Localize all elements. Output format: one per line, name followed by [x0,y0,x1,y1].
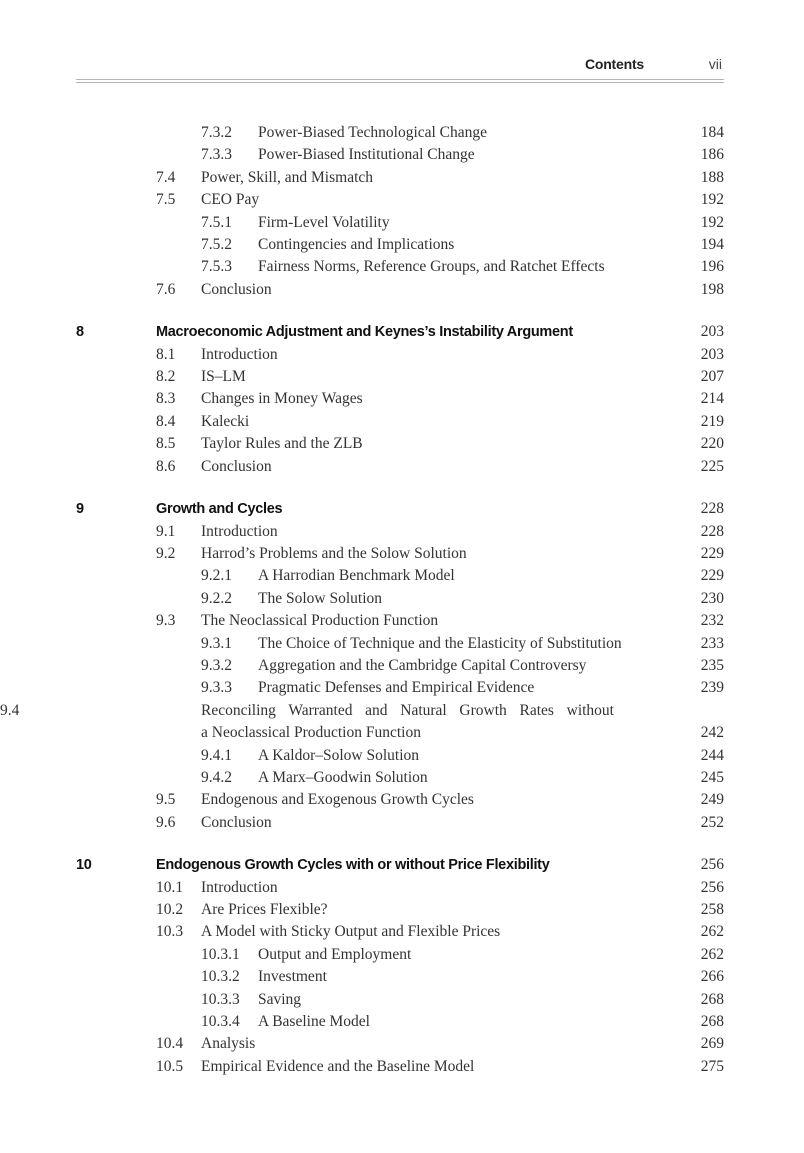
toc-entry-number: 9.3.2 [201,656,232,674]
toc-entry-title: Conclusion [201,813,272,831]
toc-entry-title: Empirical Evidence and the Baseline Model [201,1057,475,1075]
toc-entry-title: A Kaldor–Solow Solution [258,746,420,764]
toc-entry-page: 228 [700,522,724,540]
toc-entry-row [0,767,804,789]
toc-entry-number: 9.2 [156,545,176,563]
toc-entry-page: 235 [700,656,724,674]
toc-entry-page: 249 [700,791,724,809]
toc-entry-number: 9 [76,501,84,518]
toc-entry-row [0,144,804,166]
toc-entry-row [0,812,804,834]
toc-entry-page: 252 [700,813,724,831]
running-header-section: Contents [584,56,644,72]
toc-entry-page: 233 [700,634,724,652]
toc-entry-row [0,167,804,189]
toc-entry-row [0,966,804,988]
toc-entry-row [0,677,804,699]
toc-entry-page: 258 [700,901,724,919]
toc-entry-page: 196 [700,258,724,276]
toc-entry-row [0,543,804,565]
toc-entry-row [0,745,804,767]
toc-entry-row [0,789,804,811]
toc-entry-number: 9.4.2 [201,768,232,786]
toc-entry-page: 268 [700,1013,724,1031]
toc-entry-page: 256 [700,878,724,896]
toc-entry-number: 9.4.1 [201,746,232,764]
toc-entry-page: 242 [700,724,724,742]
toc-entry-page: 203 [700,345,724,363]
toc-entry-page: 262 [700,945,724,963]
toc-entry-title: Saving [258,990,302,1008]
toc-entry-number: 9.2.2 [201,589,232,607]
toc-entry-page: 262 [700,923,724,941]
toc-entry-title: Aggregation and the Cambridge Capital Controversy [258,656,587,674]
toc-entry-number: 10.3.3 [201,990,240,1008]
toc-entry-title: A Marx–Goodwin Solution [258,768,428,786]
toc-entry-number: 9.3.1 [201,634,232,652]
toc-gap [0,301,804,321]
toc-gap [0,834,804,854]
toc-chapter-row [0,498,804,520]
toc-entry-number: 9.2.1 [201,567,232,585]
toc-entry-title: The Neoclassical Production Function [201,612,439,630]
toc-entry-row [0,565,804,587]
toc-entry-number: 9.5 [156,791,176,809]
toc-entry-row [0,234,804,256]
toc-entry-page: 192 [700,213,724,231]
toc-entry-page: 192 [700,191,724,209]
toc-entry-page: 214 [700,390,724,408]
toc-entry-title: Introduction [201,522,278,540]
toc-entry-page: 229 [700,567,724,585]
toc-entry-page: 268 [700,990,724,1008]
toc-entry-number: 9.3 [156,612,176,630]
toc-entry-title: Power, Skill, and Mismatch [201,168,374,186]
toc-entry-title: Investment [258,968,327,986]
toc-chapter-row [0,321,804,343]
toc-entry-row [0,1033,804,1055]
toc-entry-number: 7.5 [156,191,176,209]
toc-entry-row [0,944,804,966]
toc-entry-title: The Solow Solution [258,589,383,607]
toc-entry-number: 7.5.3 [201,258,232,276]
toc-entry-title: Endogenous Growth Cycles with or without Price Flexibility [156,857,550,874]
toc-entry-title: A Harrodian Benchmark Model [258,567,455,585]
toc-entry-number: 7.3.3 [201,146,232,164]
toc-entry-row [0,411,804,433]
toc-entry-page: 188 [700,168,724,186]
toc-entry-page: 256 [700,856,724,874]
toc-entry-title: Pragmatic Defenses and Empirical Evidence [258,679,535,697]
toc-entry-row [0,122,804,144]
toc-entry-number: 8.6 [156,457,176,475]
toc-entry-page: 266 [700,968,724,986]
toc-entry-number: 9.3.3 [201,679,232,697]
toc-entry-number: 10.2 [156,901,184,919]
toc-entry-number: 7.5.2 [201,235,232,253]
toc-entry-number: 10.3.4 [201,1013,240,1031]
toc-entry-number: 8.4 [156,412,176,430]
toc-entry-row [0,633,804,655]
toc-entry-row [0,1011,804,1033]
toc-entry-row [0,588,804,610]
toc-entry-page: 245 [700,768,724,786]
running-header [76,56,724,76]
toc-entry-page: 275 [700,1057,724,1075]
toc-entry-title: Reconciling Warranted and Natural Growth Rates without [201,701,614,719]
page-number: vii [708,56,722,72]
toc-entry-title: Contingencies and Implications [258,235,455,253]
toc-entry-title: Analysis [201,1035,256,1053]
toc-entry-title: IS–LM [201,368,246,386]
toc-entry-number: 9.6 [156,813,176,831]
toc-entry-row [0,655,804,677]
toc-entry-page: 184 [700,124,724,141]
toc-entry-row [0,521,804,543]
toc-entry-page: 239 [700,679,724,697]
toc-entry-row [0,989,804,1011]
toc-entry-title: Conclusion [201,280,272,298]
toc-entry-row [0,722,804,744]
toc-entry-title: The Choice of Technique and the Elasticity of Substitution [258,634,622,652]
header-rule-bottom [76,82,724,83]
toc-entry-title: CEO Pay [201,191,260,209]
toc-entry-row [0,212,804,234]
header-rule-top [76,79,724,80]
toc-entry-row [0,344,804,366]
toc-entry-number: 7.4 [156,168,176,186]
toc-entry-page: 198 [700,280,724,298]
toc-entry-row [0,189,804,211]
toc-entry-page: 203 [700,323,724,341]
toc-entry-row [0,610,804,632]
toc-entry-number: 10.3 [156,923,184,941]
toc-entry-number: 10.3.2 [201,968,240,986]
toc-entry-title: Growth and Cycles [156,501,283,518]
toc-entry-title: a Neoclassical Production Function [201,724,421,742]
toc-gap [0,478,804,498]
toc-entry-title: Kalecki [201,412,250,430]
toc-entry-page: 225 [700,457,724,475]
toc-entry-title: A Model with Sticky Output and Flexible Prices [201,923,501,941]
toc-entry-page: 244 [700,746,724,764]
toc-entry-row [0,456,804,478]
toc-entry-page: 219 [700,412,724,430]
toc-entry-row [0,366,804,388]
toc-entry-page: 186 [700,146,724,164]
toc-entry-number: 8 [76,324,84,341]
toc-entry-number: 7.3.2 [201,124,232,141]
toc-entry-row [0,279,804,301]
toc-entry-page: 229 [700,545,724,563]
toc-entry-row [0,921,804,943]
toc-entry-number: 10.4 [156,1035,184,1053]
toc-entry-page: 194 [700,235,724,253]
toc-chapter-row [0,854,804,876]
toc-entry-title: Introduction [201,878,278,896]
toc-entry-title: Firm-Level Volatility [258,213,390,231]
toc-entry-number: 9.4 [0,701,20,719]
toc-entry-row [0,877,804,899]
table-of-contents [0,122,804,1078]
toc-entry-row [0,700,804,722]
toc-entry-number: 7.6 [156,280,176,298]
toc-entry-row [0,388,804,410]
toc-entry-row [0,899,804,921]
toc-entry-row [0,256,804,278]
toc-entry-title: Changes in Money Wages [201,390,363,408]
toc-entry-page: 228 [700,500,724,518]
toc-entry-title: A Baseline Model [258,1013,370,1031]
toc-entry-page: 230 [700,589,724,607]
toc-entry-page: 220 [700,435,724,453]
toc-entry-number: 9.1 [156,522,176,540]
toc-entry-row [0,1056,804,1078]
toc-entry-number: 10.5 [156,1057,184,1075]
toc-entry-number: 10 [76,857,92,874]
toc-entry-number: 10.3.1 [201,945,240,963]
toc-entry-number: 10.1 [156,878,184,896]
toc-entry-row [0,433,804,455]
toc-entry-title: Macroeconomic Adjustment and Keynes’s Instability Argument [156,324,573,341]
toc-entry-page: 207 [700,368,724,386]
toc-entry-page: 232 [700,612,724,630]
toc-entry-page: 269 [700,1035,724,1053]
toc-entry-number: 8.1 [156,345,176,363]
toc-entry-title: Output and Employment [258,945,412,963]
toc-entry-title: Introduction [201,345,278,363]
toc-entry-title: Are Prices Flexible? [201,901,328,919]
toc-entry-title: Power-Biased Institutional Change [258,146,475,164]
toc-entry-title: Endogenous and Exogenous Growth Cycles [201,791,474,809]
toc-entry-title: Fairness Norms, Reference Groups, and Ratchet Effects [258,258,605,276]
toc-entry-number: 7.5.1 [201,213,232,231]
toc-entry-title: Conclusion [201,457,272,475]
toc-entry-title: Taylor Rules and the ZLB [201,435,363,453]
toc-entry-title: Harrod’s Problems and the Solow Solution [201,545,467,563]
toc-entry-number: 8.5 [156,435,176,453]
toc-entry-number: 8.2 [156,368,176,386]
toc-entry-number: 8.3 [156,390,176,408]
toc-entry-title: Power-Biased Technological Change [258,124,488,141]
